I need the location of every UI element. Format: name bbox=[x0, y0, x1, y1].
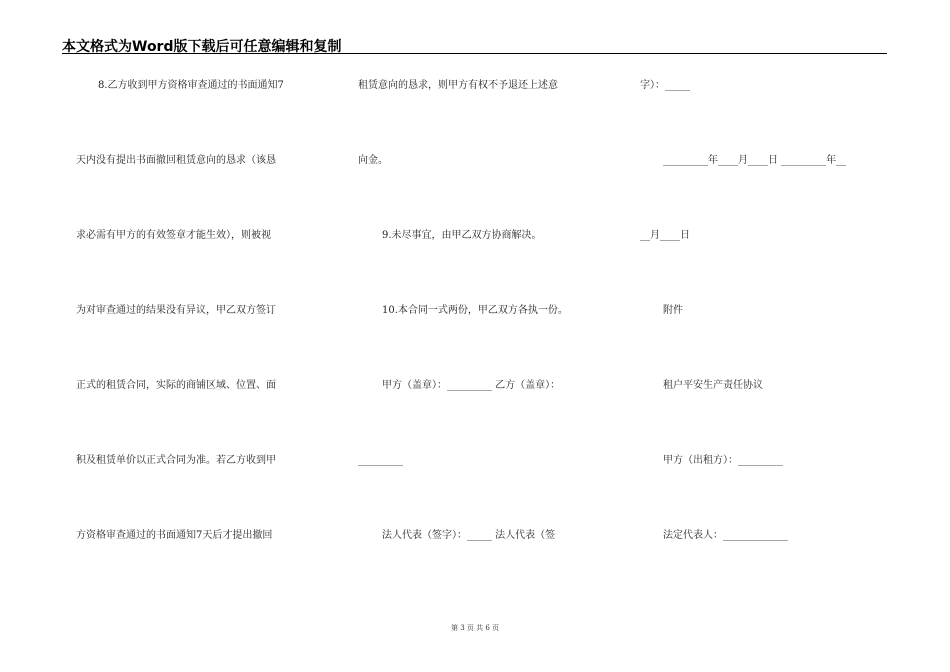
left-column-line: 求必需有甲方的有效签章才能生效），则被视 bbox=[76, 230, 271, 241]
right-column-line: __月____日 bbox=[640, 230, 690, 241]
middle-column-line: 10.本合同一式两份，甲乙双方各执一份。 bbox=[382, 305, 568, 316]
right-column-line: 租户平安生产责任协议 bbox=[663, 380, 763, 391]
middle-column-line: 向金。 bbox=[358, 155, 388, 166]
middle-column-line: 租赁意向的恳求，则甲方有权不予退还上述意 bbox=[358, 80, 558, 91]
right-column-line: 甲方（出租方）：_________ bbox=[663, 455, 783, 466]
middle-column-line: 法人代表（签字）：_____ 法人代表（签 bbox=[382, 530, 556, 541]
left-column-line: 天内没有提出书面撤回租赁意向的恳求（该恳 bbox=[76, 155, 276, 166]
header-divider bbox=[62, 53, 887, 54]
left-column-line: 为对审查通过的结果没有异议，甲乙双方签订 bbox=[76, 305, 276, 316]
left-column-line: 积及租赁单价以正式合同为准。若乙方收到甲 bbox=[76, 455, 276, 466]
left-column-line: 8.乙方收到甲方资格审查通过的书面通知7 bbox=[98, 80, 284, 91]
right-column-line: 字）：_____ bbox=[640, 80, 690, 91]
right-column-line: 附件 bbox=[663, 305, 683, 316]
page-number-footer: 第 3 页 共 6 页 bbox=[450, 624, 500, 632]
left-column-line: 正式的租赁合同，实际的商铺区域、位置、面 bbox=[76, 380, 276, 391]
document-header-title: 本文格式为Word版下载后可任意编辑和复制 bbox=[62, 39, 342, 55]
middle-column-line: _________ bbox=[358, 455, 403, 466]
left-column-line: 方资格审查通过的书面通知7天后才提出撤回 bbox=[76, 530, 273, 541]
right-column-line: _________年____月____日 _________年__ bbox=[663, 155, 847, 166]
middle-column-line: 甲方（盖章）：_________ 乙方（盖章）： bbox=[382, 380, 561, 391]
right-column-line: 法定代表人：_____________ bbox=[663, 530, 788, 541]
middle-column-line: 9.未尽事宜，由甲乙双方协商解决。 bbox=[382, 230, 542, 241]
